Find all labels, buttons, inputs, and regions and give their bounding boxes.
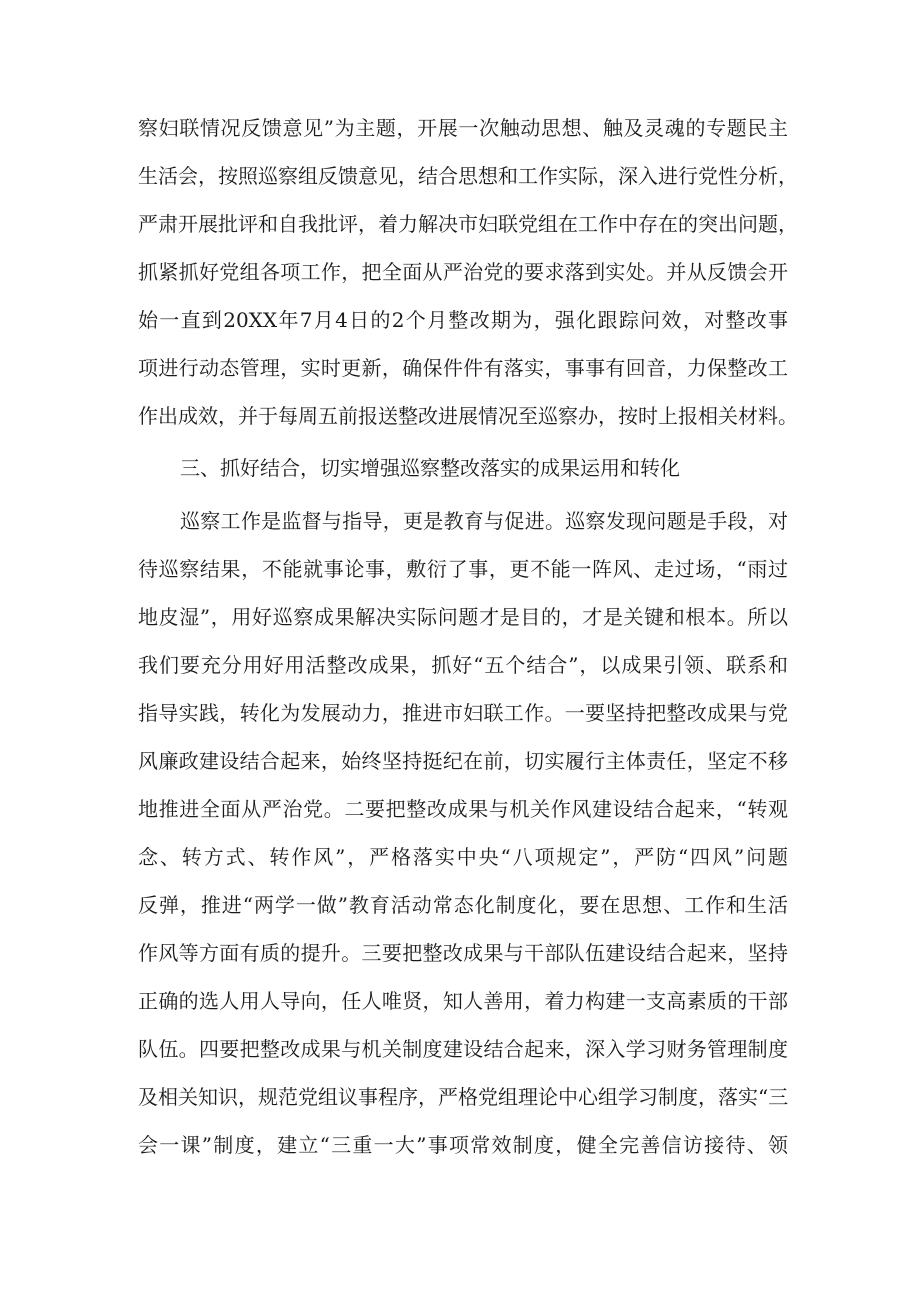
paragraph-line: 反弹，推进“两学一做”教育活动常态化制度化，要在思想、工作和生活 — [138, 893, 788, 917]
paragraph-line: 抓紧抓好党组各项工作，把全面从严治党的要求落到实处。并从反馈会开 — [138, 260, 788, 284]
section-heading: 三、抓好结合，切实增强巡察整改落实的成果运用和转化 — [180, 456, 680, 480]
paragraph-line: 及相关知识，规范党组议事程序，严格党组理论中心组学习制度，落实“三 — [138, 1085, 789, 1109]
paragraph-line: 作风等方面有质的提升。三要把整改成果与干部队伍建设结合起来，坚持 — [138, 941, 788, 965]
paragraph-line: 待巡察结果，不能就事论事，敷衍了事，更不能一阵风、走过场，“雨过 — [138, 557, 788, 581]
paragraph-line: 地推进全面从严治党。二要把整改成果与机关作风建设结合起来，“转观 — [138, 797, 788, 821]
paragraph-line: 正确的选人用人导向，任人唯贤，知人善用，着力构建一支高素质的干部 — [138, 989, 788, 1013]
paragraph-line: 会一课”制度，建立“三重一大”事项常效制度，健全完善信访接待、领 — [138, 1133, 788, 1157]
paragraph-line: 地皮湿”，用好巡察成果解决实际问题才是目的，才是关键和根本。所以 — [138, 605, 788, 629]
paragraph-line: 巡察工作是监督与指导，更是教育与促进。巡察发现问题是手段，对 — [180, 509, 788, 533]
paragraph-line: 严肃开展批评和自我批评，着力解决市妇联党组在工作中存在的突出问题， — [138, 212, 798, 236]
paragraph-line: 始一直到20XX年7月4日的2个月整改期为，强化跟踪问效，对整改事 — [138, 308, 788, 332]
paragraph-line: 念、转方式、转作风”，严格落实中央“八项规定”，严防“四风”问题 — [138, 845, 788, 869]
paragraph-line: 作出成效，并于每周五前报送整改进展情况至巡察办，按时上报相关材料。 — [138, 404, 798, 428]
paragraph-line: 风廉政建设结合起来，始终坚持挺纪在前，切实履行主体责任，坚定不移 — [138, 749, 788, 773]
paragraph-line: 生活会，按照巡察组反馈意见，结合思想和工作实际，深入进行党性分析， — [138, 164, 798, 188]
paragraph-line: 我们要充分用好用活整改成果，抓好“五个结合”，以成果引领、联系和 — [138, 653, 788, 677]
paragraph-line: 指导实践，转化为发展动力，推进市妇联工作。一要坚持把整改成果与党 — [138, 701, 788, 725]
paragraph-line: 项进行动态管理，实时更新，确保件件有落实，事事有回音，力保整改工 — [138, 356, 788, 380]
paragraph-line: 队伍。四要把整改成果与机关制度建设结合起来，深入学习财务管理制度 — [138, 1037, 788, 1061]
paragraph-line: 察妇联情况反馈意见”为主题，开展一次触动思想、触及灵魂的专题民主 — [138, 116, 788, 140]
